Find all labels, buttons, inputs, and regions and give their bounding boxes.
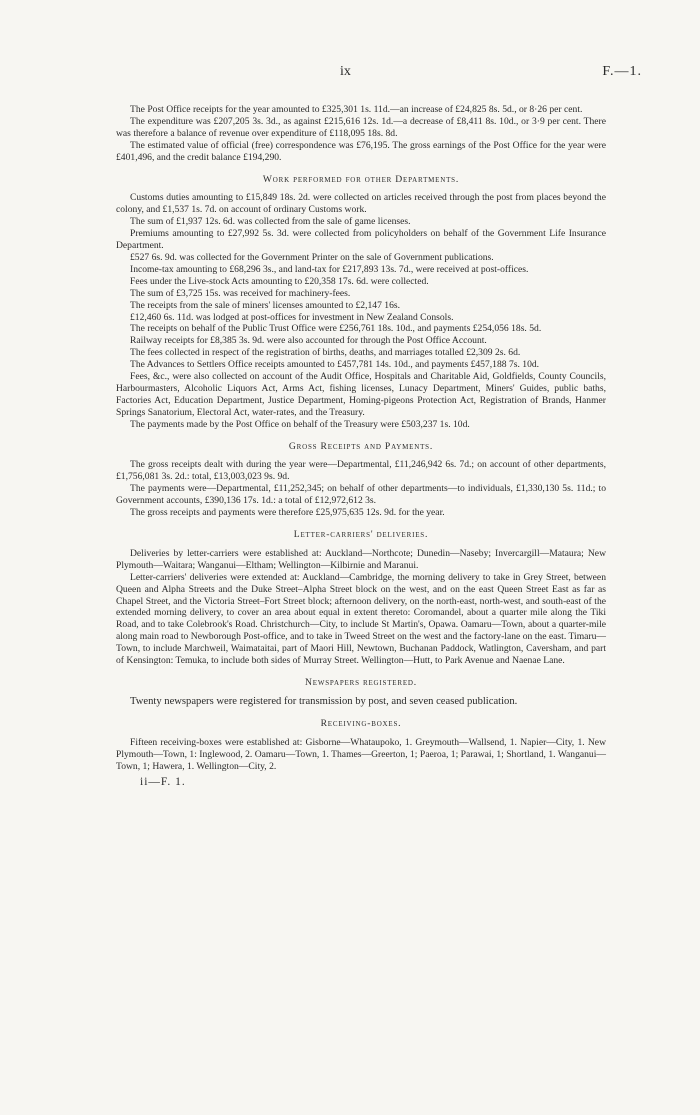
paragraph: The payments were—Departmental, £11,252,345; on behalf of other departments—to individuals, £1,330,130 5s. 11d.; to Government accounts, £390,136 17s. 1d.: a total of £12,972,612 3s. [116,483,606,507]
page-number: ix [340,64,351,79]
paragraph: Letter-carriers' deliveries were extended at: Auckland—Cambridge, the morning delivery to take in Grey Street, between Queen and Alpha Streets and the Duke Street–Alpha Street block on the west, and on the east Queen Street East as far as Chapel Street, and the Victoria Street–Fort Street block; afternoon delivery, on the north-east, north-west, and south-east of the extended morning delivery, to cover an area about equal in extent thereto: Coromandel, about a quarter mile along the Tiki Road, and to take Colebrook's Road. Christchurch—City, to include St Martin's, Opawa. Oamaru—Town, about a quarter-mile along main road to Newborough Post-office, and to take in Tweed Street on the west and the factory-lane on the east. Timaru—Town, to include Marchweil, Waimataitai, part of Maori Hill, Newtown, Buchanan Paddock, Watlington, Caversham, and part of Kensington: Temuka, to include both sides of Murray Street. Wellington—Hutt, to Park Avenue and Naenae Lane. [116,571,606,667]
paragraph: The gross receipts and payments were therefore £25,975,635 12s. 9d. for the year. [130,507,445,519]
paragraph: The gross receipts dealt with during the year were—Departmental, £11,246,942 6s. 7d.; on account of other departments, £1,756,081 3s. 2d.: total, £13,003,023 9s. 9d. [116,459,606,483]
paragraph: The estimated value of official (free) correspondence was £76,195. The gross earnings of the Post Office for the year were £401,496, and the credit balance £194,290. [116,139,606,163]
paragraph: Fees, &c., were also collected on account of the Audit Office, Hospitals and Charitable Aid, Goldfields, County Councils, Harbourmasters, Alcoholic Liquors Act, Arms Act, fishing licenses, Lunacy Department, Miners' Guides, public baths, Factories Act, Education Department, Justice Department, Homing-pigeons Protection Act, Registration of Brands, Hanmer Springs Sanatorium, Electoral Act, water-rates, and the Treasury. [116,371,606,418]
section-heading-receiving-boxes: Receiving-boxes. [320,718,402,730]
paragraph: The expenditure was £207,205 3s. 3d., as against £215,616 12s. 1d.—a decrease of £8,411 8s. 10d., or 3·9 per cent. There was therefore a balance of revenue over expenditure of £118,095 18s. 8d. [116,115,606,139]
paragraph: Fifteen receiving-boxes were established at: Gisborne—Whataupoko, 1. Greymouth—Wallsend, 1. Napier—City, 1. New Plymouth—Town, 1: Inglewood, 2. Oamaru—Town, 1. Thames—Greerton, 1; Paeroa, 1; Parawai, 1; Shortland, 1. Wanganui—Town, 1; Hawera, 1. Wellington—City, 2. [116,737,606,773]
paragraph: The receipts from the sale of miners' licenses amounted to £2,147 16s. [130,299,401,311]
paragraph: Fees under the Live-stock Acts amounting to £20,358 17s. 6d. were collected. [130,275,429,287]
page-body [116,104,606,789]
paragraph: Railway receipts for £8,385 3s. 9d. were also accounted for through the Post Office Account. [130,335,487,347]
paragraph: £527 6s. 9d. was collected for the Government Printer on the sale of Government publications. [130,251,494,263]
paragraph: The receipts on behalf of the Public Trust Office were £256,761 18s. 10d., and payments £254,056 18s. 5d. [130,323,542,335]
paragraph: The fees collected in respect of the registration of births, deaths, and marriages totalled £2,309 2s. 6d. [130,347,521,359]
section-heading-newspapers: Newspapers registered. [305,676,417,688]
paragraph: Premiums amounting to £27,992 5s. 3d. were collected from policyholders on behalf of the Government Life Insurance Department. [116,228,606,252]
section-heading-gross-receipts: Gross Receipts and Payments. [288,440,434,452]
section-heading-letter-carriers: Letter-carriers' deliveries. [293,529,429,540]
paragraph: Income-tax amounting to £68,296 3s., and land-tax for £217,893 13s. 7d., were received at post-offices. [130,263,529,275]
paragraph: The sum of £1,937 12s. 6d. was collected from the sale of game licenses. [130,216,411,228]
paragraph: Twenty newspapers were registered for transmission by post, and seven ceased publication. [130,695,518,707]
signature-mark: ii—F. 1. [140,776,186,789]
paragraph: The Advances to Settlers Office receipts amounted to £457,781 14s. 10d., and payments £457,188 7s. 10d. [130,359,540,371]
document-reference: F.—1. [602,64,642,79]
paragraph: The payments made by the Post Office on behalf of the Treasury were £503,237 1s. 10d. [130,418,470,430]
paragraph: £12,460 6s. 11d. was lodged at post-offices for investment in New Zealand Consols. [130,311,454,323]
paragraph: The sum of £3,725 15s. was received for machinery-fees. [130,287,351,299]
paragraph: The Post Office receipts for the year amounted to £325,301 1s. 11d.—an increase of £24,825 8s. 5d., or 8·26 per cent. [130,104,583,115]
paragraph: Deliveries by letter-carriers were established at: Auckland—Northcote; Dunedin—Naseby; Invercargill—Mataura; New Plymouth—Waitara; Wanganui—Eltham; Wellington—Kilbirnie and Maranui. [116,547,606,571]
paragraph: Customs duties amounting to £15,849 18s. 2d. were collected on articles received through the post from places beyond the colony, and £1,537 1s. 7d. on account of ordinary Customs work. [116,192,606,216]
section-heading-other-departments: Work performed for other Departments. [262,173,460,185]
page-header [0,64,700,84]
